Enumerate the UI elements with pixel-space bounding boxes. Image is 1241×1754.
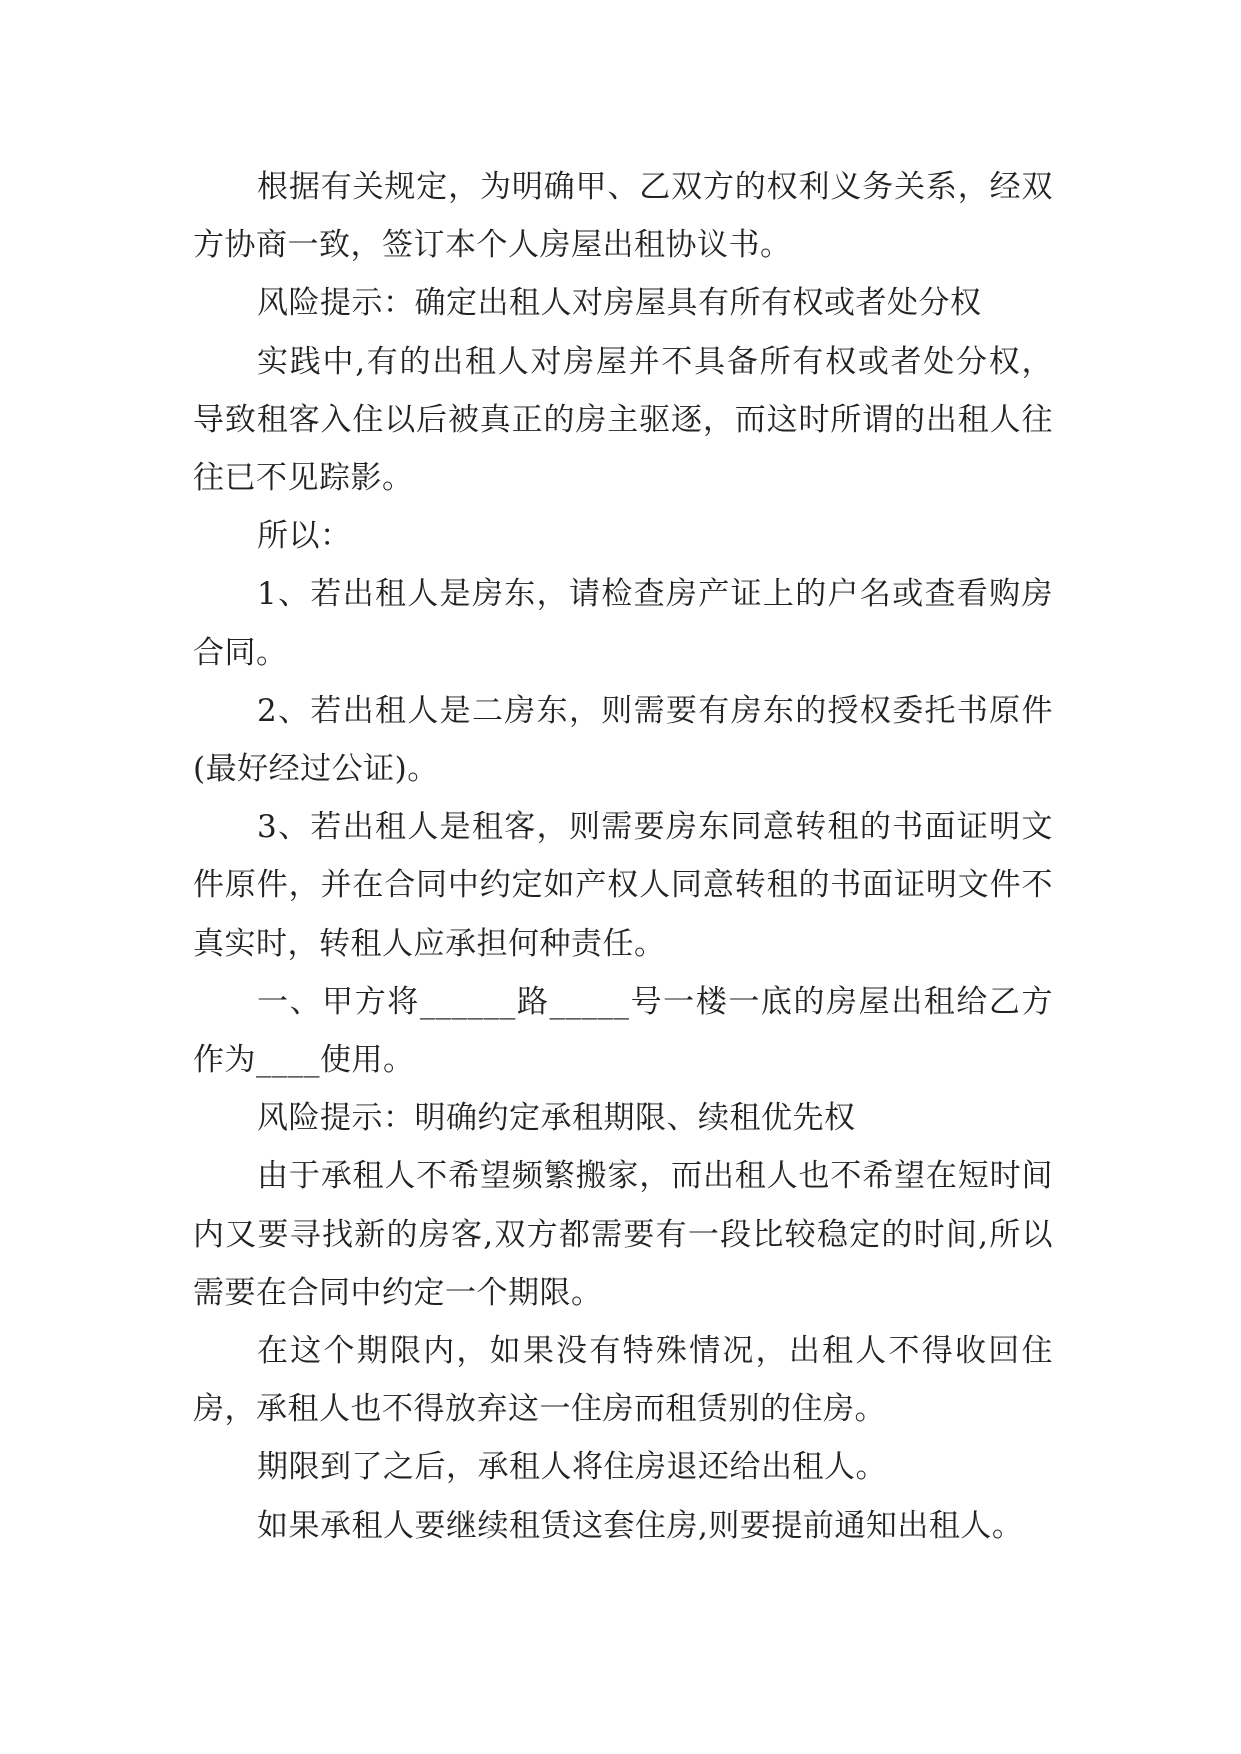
paragraph-risk-ownership-heading: 风险提示：确定出租人对房屋具有所有权或者处分权 — [257, 285, 982, 322]
paragraph-item-1: 1、若出租人是房东，请检查房产证上的户名或查看购房合同。 — [193, 576, 1053, 671]
paragraph-item-3: 3、若出租人是租客，则需要房东同意转租的书面证明文件原件，并在合同中约定如产权人同意转租的书面证明文件不真实时，转租人应承担何种责任。 — [193, 809, 1053, 962]
document-body — [193, 158, 1053, 1555]
paragraph-intro: 根据有关规定，为明确甲、乙双方的权利义务关系，经双方协商一致，签订本个人房屋出租协议书。 — [193, 169, 1053, 264]
paragraph-risk-term-heading: 风险提示：明确约定承租期限、续租优先权 — [257, 1100, 856, 1137]
paragraph-term-reason: 由于承租人不希望频繁搬家，而出租人也不希望在短时间内又要寻找新的房客,双方都需要有一段比较稳定的时间,所以需要在合同中约定一个期限。 — [193, 1158, 1053, 1311]
paragraph-term-within: 在这个期限内，如果没有特殊情况，出租人不得收回住房，承租人也不得放弃这一住房而租赁别的住房。 — [193, 1333, 1053, 1428]
paragraph-item-2: 2、若出租人是二房东，则需要有房东的授权委托书原件(最好经过公证)。 — [193, 692, 1053, 788]
paragraph-practice: 实践中,有的出租人对房屋并不具备所有权或者处分权，导致租客入住以后被真正的房主驱逐，而这时所谓的出租人往往已不见踪影。 — [193, 343, 1053, 497]
paragraph-therefore: 所以： — [257, 518, 352, 555]
paragraph-term-renewal: 如果承租人要继续租赁这套住房,则要提前通知出租人。 — [257, 1507, 1024, 1544]
paragraph-term-end: 期限到了之后，承租人将住房退还给出租人。 — [257, 1449, 887, 1486]
paragraph-clause-1: 一、甲方将______路_____号一楼一底的房屋出租给乙方作为____使用。 — [193, 983, 1053, 1079]
